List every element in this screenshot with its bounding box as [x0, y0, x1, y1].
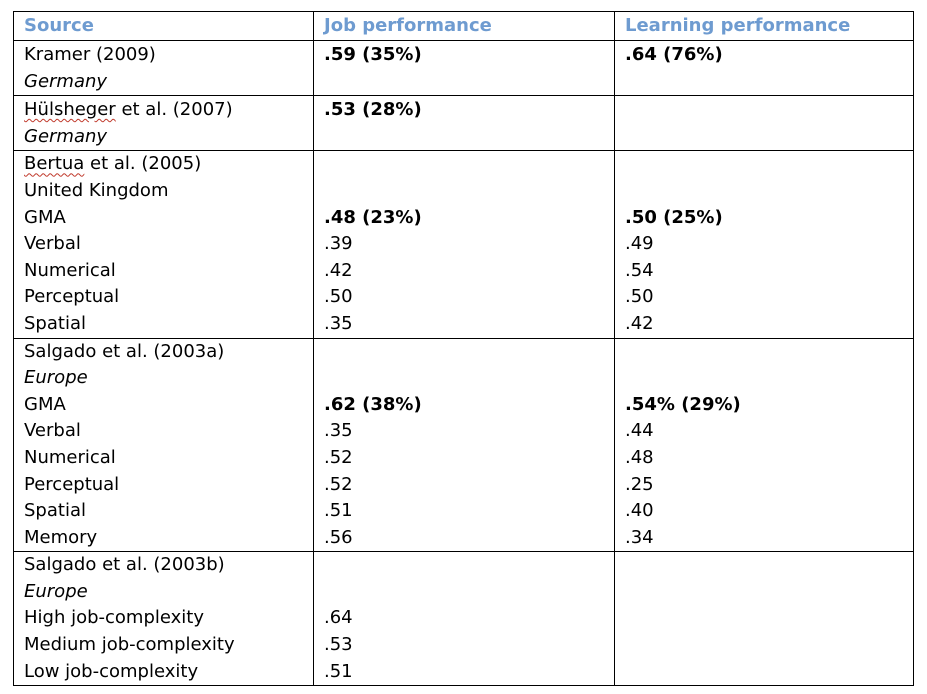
measure-label: GMA [24, 393, 66, 415]
learn-cell [615, 41, 914, 96]
source-author-rest: et al. (2005) [84, 153, 202, 175]
measure-label: Low job-complexity [24, 660, 199, 682]
job-value: .42 [324, 259, 353, 281]
learn-value: .34 [625, 526, 654, 548]
job-value: .52 [324, 446, 353, 468]
source-author-rest: et al. (2007) [115, 99, 233, 121]
learn-value: .40 [625, 500, 654, 522]
measure-label: Verbal [24, 420, 81, 442]
source-name: Salgado et al. (2003b) [24, 554, 225, 576]
job-value: .53 (28%) [324, 99, 422, 121]
measure-label: Spatial [24, 500, 86, 522]
source-cell [14, 96, 314, 151]
table-row [14, 41, 914, 96]
learn-value: .50 [625, 286, 654, 308]
job-value: .48 (23%) [324, 206, 422, 228]
learn-value: .42 [625, 312, 654, 334]
learn-value: .50 (25%) [625, 206, 723, 228]
learn-value: .49 [625, 233, 654, 255]
job-cell [314, 151, 615, 338]
job-value: .53 [324, 634, 353, 656]
header-source: Source [14, 12, 314, 41]
job-cell [314, 41, 615, 96]
job-value: .50 [324, 286, 353, 308]
source-name: Kramer (2009) [24, 44, 156, 65]
measure-label: Numerical [24, 446, 116, 468]
source-author: Hülsheger [24, 99, 116, 121]
source-name [24, 151, 313, 178]
measure-label: Perceptual [24, 286, 120, 308]
measure-label: Verbal [24, 233, 81, 255]
header-learning-performance: Learning performance [615, 12, 914, 41]
job-value: .59 (35%) [324, 44, 422, 65]
validity-table [13, 11, 914, 686]
source-cell [14, 41, 314, 96]
learn-value: .54 [625, 259, 654, 281]
table-row [14, 96, 914, 151]
job-value: .51 [324, 660, 353, 682]
source-region: Germany [24, 125, 108, 147]
job-cell [314, 552, 615, 686]
learn-value: .25 [625, 473, 654, 495]
job-value: .52 [324, 473, 353, 495]
job-cell [314, 96, 615, 151]
job-value: .51 [324, 500, 353, 522]
measure-label: Spatial [24, 312, 86, 334]
source-region: Germany [24, 70, 108, 92]
learn-cell [615, 338, 914, 552]
source-author: Bertua [24, 153, 85, 175]
header-row [14, 12, 914, 41]
job-value: .64 [324, 607, 353, 629]
learn-cell [615, 96, 914, 151]
source-name [24, 97, 313, 124]
source-cell [14, 151, 314, 338]
job-value: .62 (38%) [324, 393, 422, 415]
measure-label: GMA [24, 206, 66, 228]
job-value: .35 [324, 312, 353, 334]
source-region: United Kingdom [24, 179, 169, 201]
measure-label: Medium job-complexity [24, 634, 235, 656]
learn-cell [615, 552, 914, 686]
source-cell [14, 338, 314, 552]
table-row [14, 552, 914, 686]
table-row [14, 338, 914, 552]
learn-cell [615, 151, 914, 338]
source-cell [14, 552, 314, 686]
job-value: .35 [324, 420, 353, 442]
measure-label: Perceptual [24, 473, 120, 495]
job-value: .39 [324, 233, 353, 255]
header-job-performance: Job performance [314, 12, 615, 41]
table-row [14, 151, 914, 338]
measure-label: Memory [24, 526, 98, 548]
learn-value: .44 [625, 420, 654, 442]
source-region: Europe [24, 367, 88, 389]
measure-label: Numerical [24, 259, 116, 281]
learn-value: .54% (29%) [625, 393, 741, 415]
learn-value [625, 97, 913, 124]
learn-value: .48 [625, 446, 654, 468]
source-region: Europe [24, 580, 88, 602]
job-value: .56 [324, 526, 353, 548]
learn-value: .64 (76%) [625, 44, 723, 65]
source-name: Salgado et al. (2003a) [24, 340, 225, 362]
job-cell [314, 338, 615, 552]
measure-label: High job-complexity [24, 607, 205, 629]
